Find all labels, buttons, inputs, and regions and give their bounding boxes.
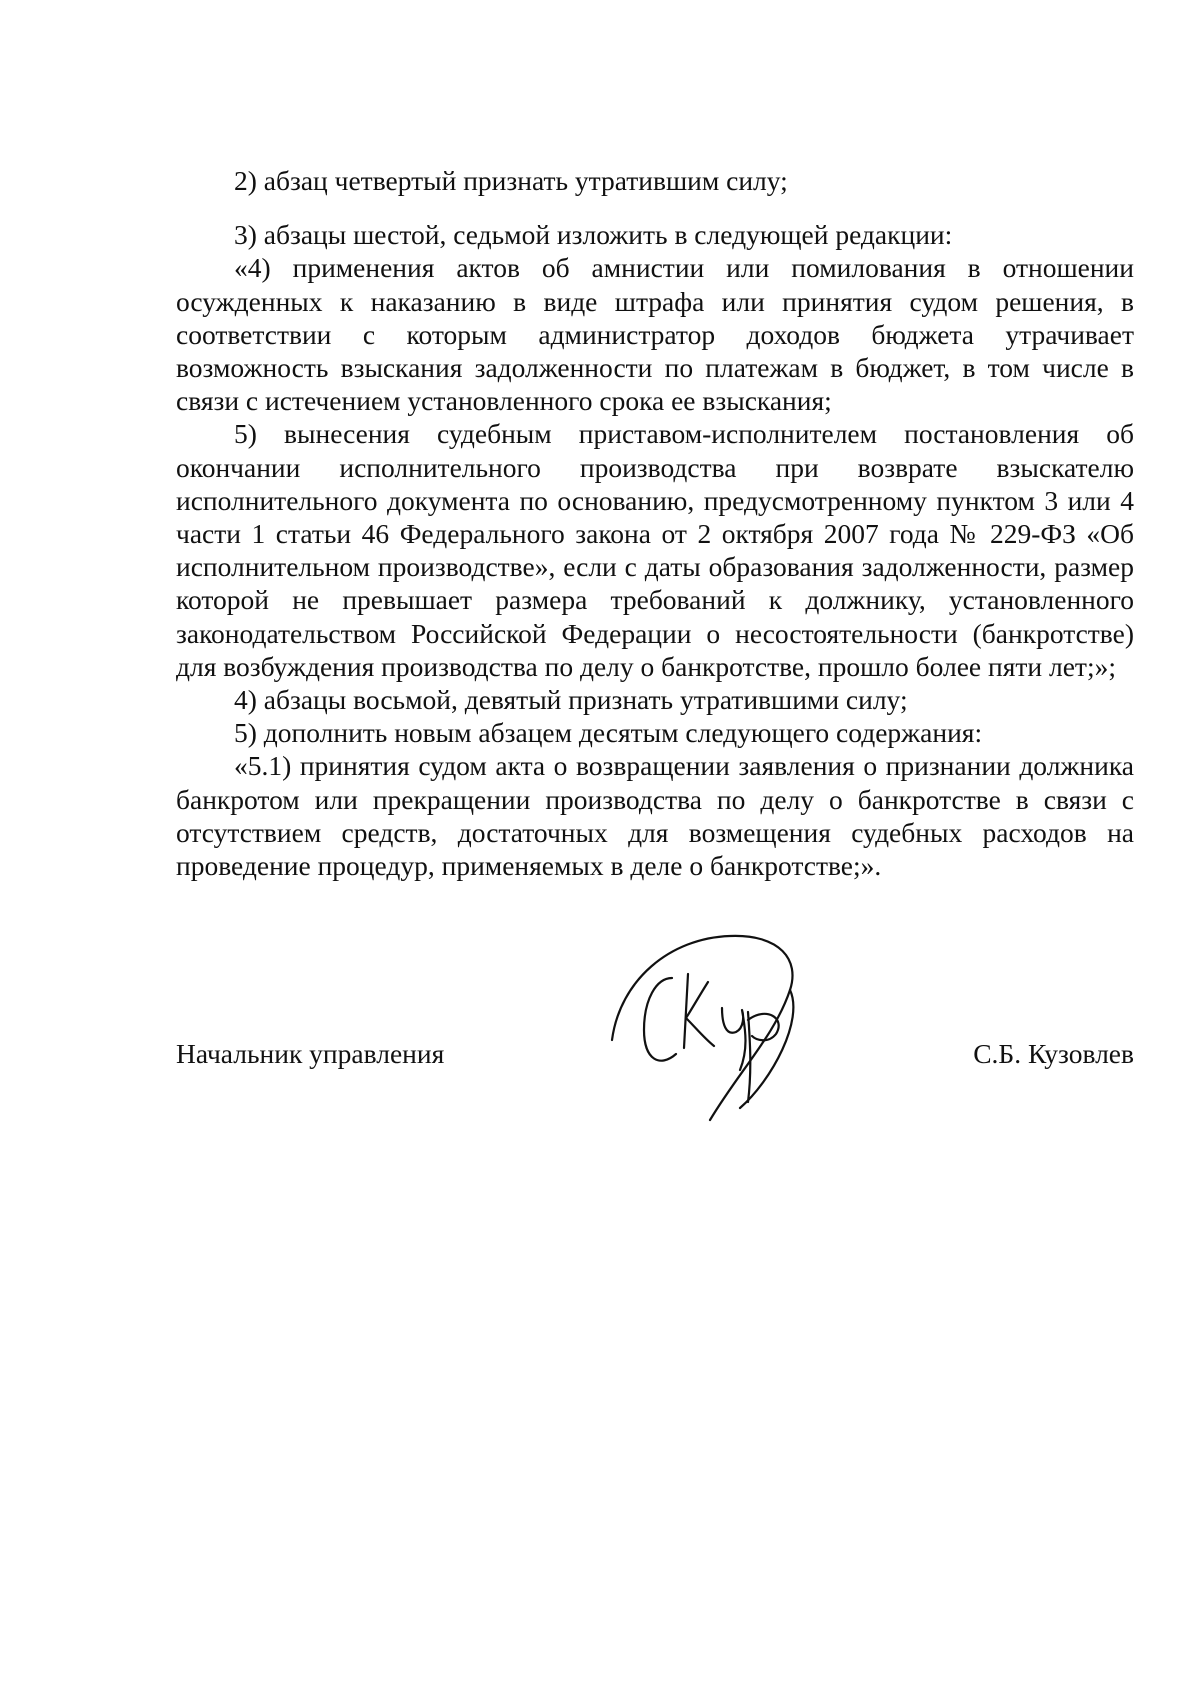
signer-name: С.Б. Кузовлев [973,1038,1134,1069]
paragraph-item-3: 3) абзацы шестой, седьмой изложить в следующей редакции: [234,219,953,251]
paragraph-quote-5: 5) вынесения судебным приставом-исполнителем постановления об окончании исполнительного производства при возврате взыскателю исполнительного документа по основанию, предусмотренному пунктом 3 или 4 части 1 статьи 46 Федерального закона от 2 октября 2007 года № 229-ФЗ «Об исполнительном производстве», если с даты образования задолженности, размер которой не превышает размера требований к должнику, установленного законодательством Российской Федерации о несостоятельности (банкротстве) для возбуждения производства по делу о банкротстве, прошло более пяти лет;»; [176,418,1134,682]
handwritten-signature [590,920,850,1130]
paragraph-item-4: 4) абзацы восьмой, девятый признать утратившими силу; [234,684,908,716]
paragraph-item-5: 5) дополнить новым абзацем десятым следующего содержания: [234,717,983,749]
paragraph-quote-4: «4) применения актов об амнистии или помилования в отношении осужденных к наказанию в виде штрафа или принятия судом решения, в соответствии с которым администратор доходов бюджета утрачивает возможность взыскания задолженности по платежам в бюджет, в том числе в связи с истечением установленного срока ее взыскания; [176,252,1134,417]
signature-block [176,1034,1134,1074]
paragraph-item-2: 2) абзац четвертый признать утратившим силу; [234,165,788,196]
document-body [176,164,1134,882]
signer-position: Начальник управления [176,1038,445,1069]
paragraph-quote-5-1: «5.1) принятия судом акта о возвращении заявления о признании должника банкротом или прекращении производства по делу о банкротстве в связи с отсутствием средств, достаточных для возмещения судебных расходов на проведение процедур, применяемых в деле о банкротстве;». [176,750,1134,882]
